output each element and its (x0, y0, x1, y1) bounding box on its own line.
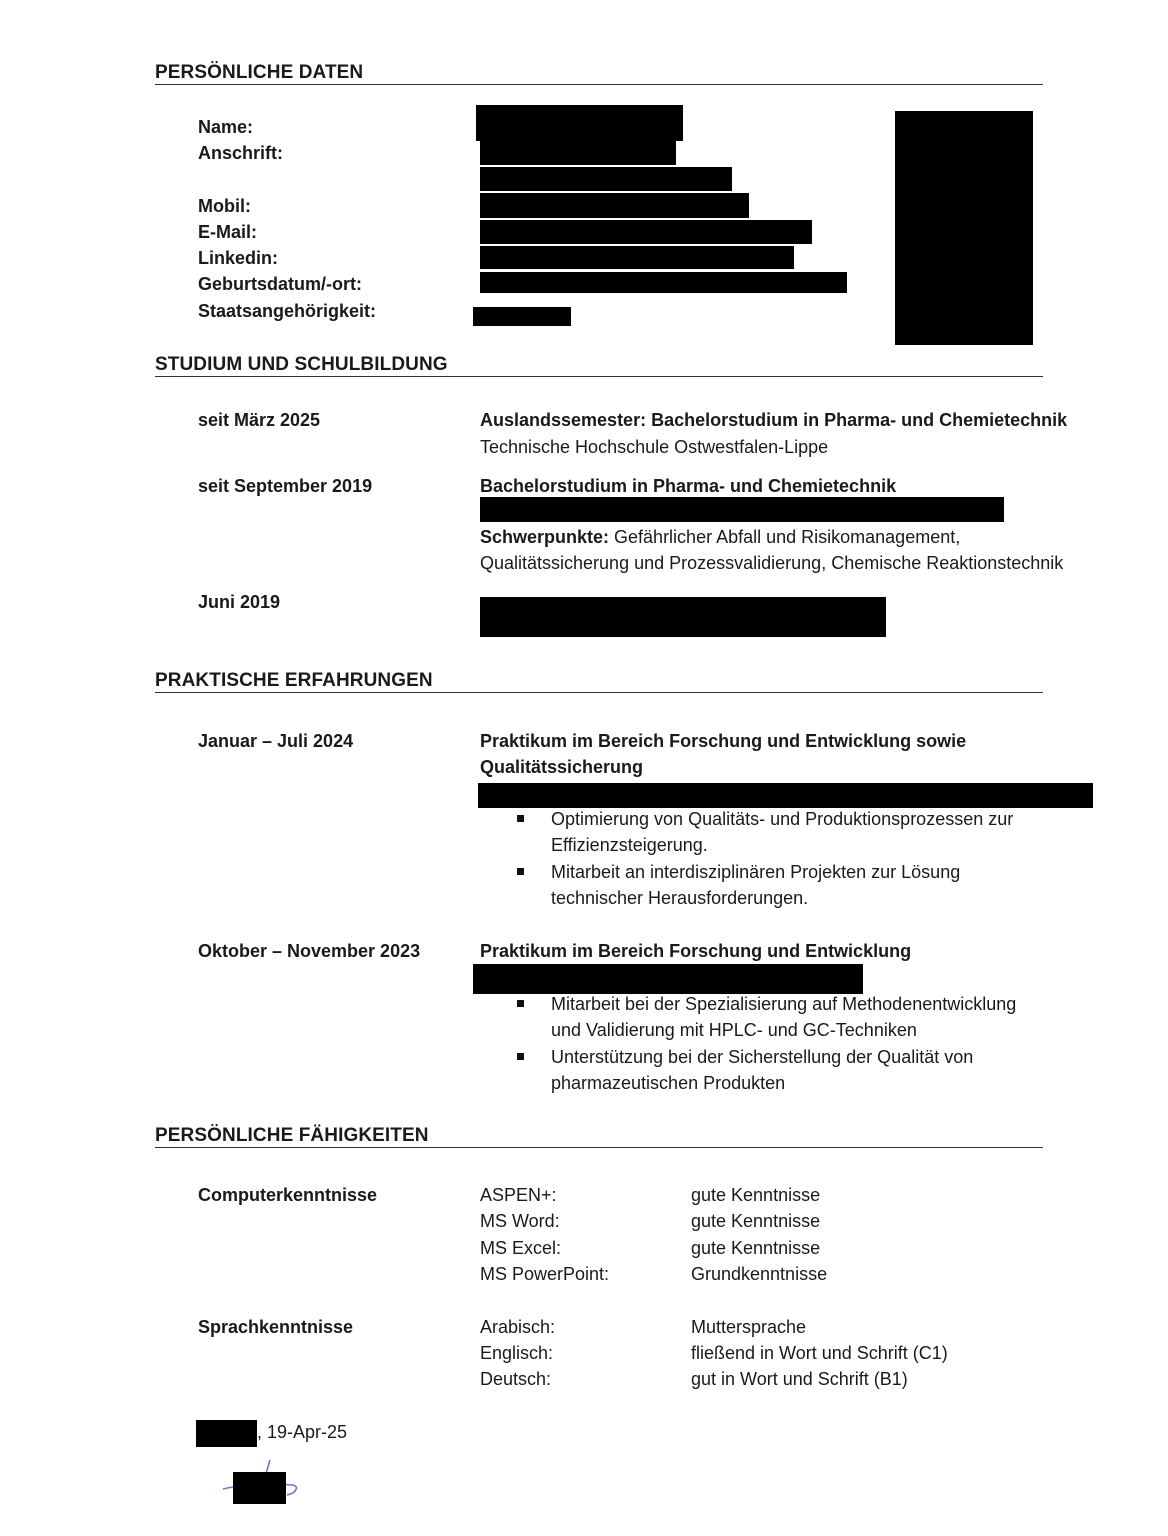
redaction-edu-school (480, 597, 886, 637)
exp-2-bullet-1-line-1: Mitarbeit bei der Spezialisierung auf Methodenentwicklung (551, 994, 1017, 1014)
label-mobile: Mobil: (198, 196, 251, 216)
label-nationality: Staatsangehörigkeit: (198, 301, 377, 321)
redaction-nationality (473, 307, 571, 326)
bullet-marker (517, 1053, 524, 1060)
edu-subtitle-1: Technische Hochschule Ostwestfalen-Lippe (480, 437, 829, 457)
edu-focus-line-2: Qualitätssicherung und Prozessvalidierung, Chemische Reaktionstechnik (480, 553, 1064, 573)
label-name: Name: (198, 117, 254, 137)
exp-1-bullet-1-line-2: Effizienzsteigerung. (551, 835, 708, 855)
language-level: Muttersprache (691, 1317, 807, 1337)
exp-date-2: Oktober – November 2023 (198, 941, 421, 961)
skill-level: gute Kenntnisse (691, 1211, 821, 1231)
redaction-exp-company-2 (473, 964, 863, 994)
label-linkedin: Linkedin: (198, 248, 278, 268)
section-heading-skills: PERSÖNLICHE FÄHIGKEITEN (155, 1125, 1043, 1148)
exp-1-bullet-1-line-1: Optimierung von Qualitäts- und Produktionsprozessen zur (551, 809, 1014, 829)
exp-2-bullet-2-line-1: Unterstützung bei der Sicherstellung der Qualität von (551, 1047, 974, 1067)
section-heading-experience: PRAKTISCHE ERFAHRUNGEN (155, 670, 1043, 693)
edu-title-2: Bachelorstudium in Pharma- und Chemietechnik (480, 476, 897, 496)
section-heading-personal: PERSÖNLICHE DATEN (155, 62, 1043, 85)
language-item: Englisch: (480, 1343, 554, 1363)
skill-item: MS Excel: (480, 1238, 562, 1258)
language-item: Deutsch: (480, 1369, 552, 1389)
exp-date-1: Januar – Juli 2024 (198, 731, 354, 751)
edu-focus-text-1: Gefährlicher Abfall und Risikomanagement, (609, 527, 961, 547)
edu-focus-line-1 (480, 524, 960, 550)
redaction-edu-institution-2 (480, 497, 1004, 522)
bullet-marker (517, 1000, 524, 1007)
exp-1-bullet-2-line-2: technischer Herausforderungen. (551, 888, 809, 908)
skills-language-label: Sprachkenntnisse (198, 1317, 354, 1337)
redaction-place (196, 1420, 257, 1447)
language-level: fließend in Wort und Schrift (C1) (691, 1343, 948, 1363)
signature-date: , 19-Apr-25 (257, 1422, 348, 1442)
skills-computer-label: Computerkenntnisse (198, 1185, 378, 1205)
bullet-marker (517, 815, 524, 822)
language-level: gut in Wort und Schrift (B1) (691, 1369, 908, 1389)
redaction-exp-company-1 (478, 783, 1093, 808)
exp-2-bullet-2-line-2: pharmazeutischen Produkten (551, 1073, 786, 1093)
redaction-address-1 (480, 141, 676, 165)
label-email: E-Mail: (198, 222, 258, 242)
exp-title-1-line-2: Qualitätssicherung (480, 757, 644, 777)
label-address: Anschrift: (198, 143, 283, 163)
redaction-photo (895, 111, 1033, 345)
exp-title-1-line-1: Praktikum im Bereich Forschung und Entwicklung sowie (480, 731, 967, 751)
redaction-linkedin (480, 246, 794, 269)
language-item: Arabisch: (480, 1317, 556, 1337)
skill-item: MS PowerPoint: (480, 1264, 610, 1284)
redaction-mobile (480, 193, 749, 218)
redaction-birth (480, 272, 847, 293)
exp-title-2: Praktikum im Bereich Forschung und Entwicklung (480, 941, 912, 961)
label-birth: Geburtsdatum/-ort: (198, 274, 362, 294)
exp-1-bullet-2-line-1: Mitarbeit an interdisziplinären Projekten zur Lösung (551, 862, 961, 882)
redaction-email (480, 220, 812, 244)
redaction-name (476, 105, 683, 141)
edu-date-1: seit März 2025 (198, 410, 321, 430)
skill-level: Grundkenntnisse (691, 1264, 828, 1284)
edu-date-2: seit September 2019 (198, 476, 373, 496)
exp-2-bullet-1-line-2: und Validierung mit HPLC- und GC-Techniken (551, 1020, 917, 1040)
skill-item: MS Word: (480, 1211, 560, 1231)
section-heading-education: STUDIUM UND SCHULBILDUNG (155, 354, 1043, 377)
skill-item: ASPEN+: (480, 1185, 557, 1205)
redaction-address-2 (480, 167, 732, 191)
skill-level: gute Kenntnisse (691, 1185, 821, 1205)
edu-date-3: Juni 2019 (198, 592, 281, 612)
edu-title-1: Auslandssemester: Bachelorstudium in Pharma- und Chemietechnik (480, 410, 1068, 430)
redaction-signature (233, 1472, 286, 1504)
edu-focus-label: Schwerpunkte: (480, 527, 610, 547)
skill-level: gute Kenntnisse (691, 1238, 821, 1258)
bullet-marker (517, 868, 524, 875)
